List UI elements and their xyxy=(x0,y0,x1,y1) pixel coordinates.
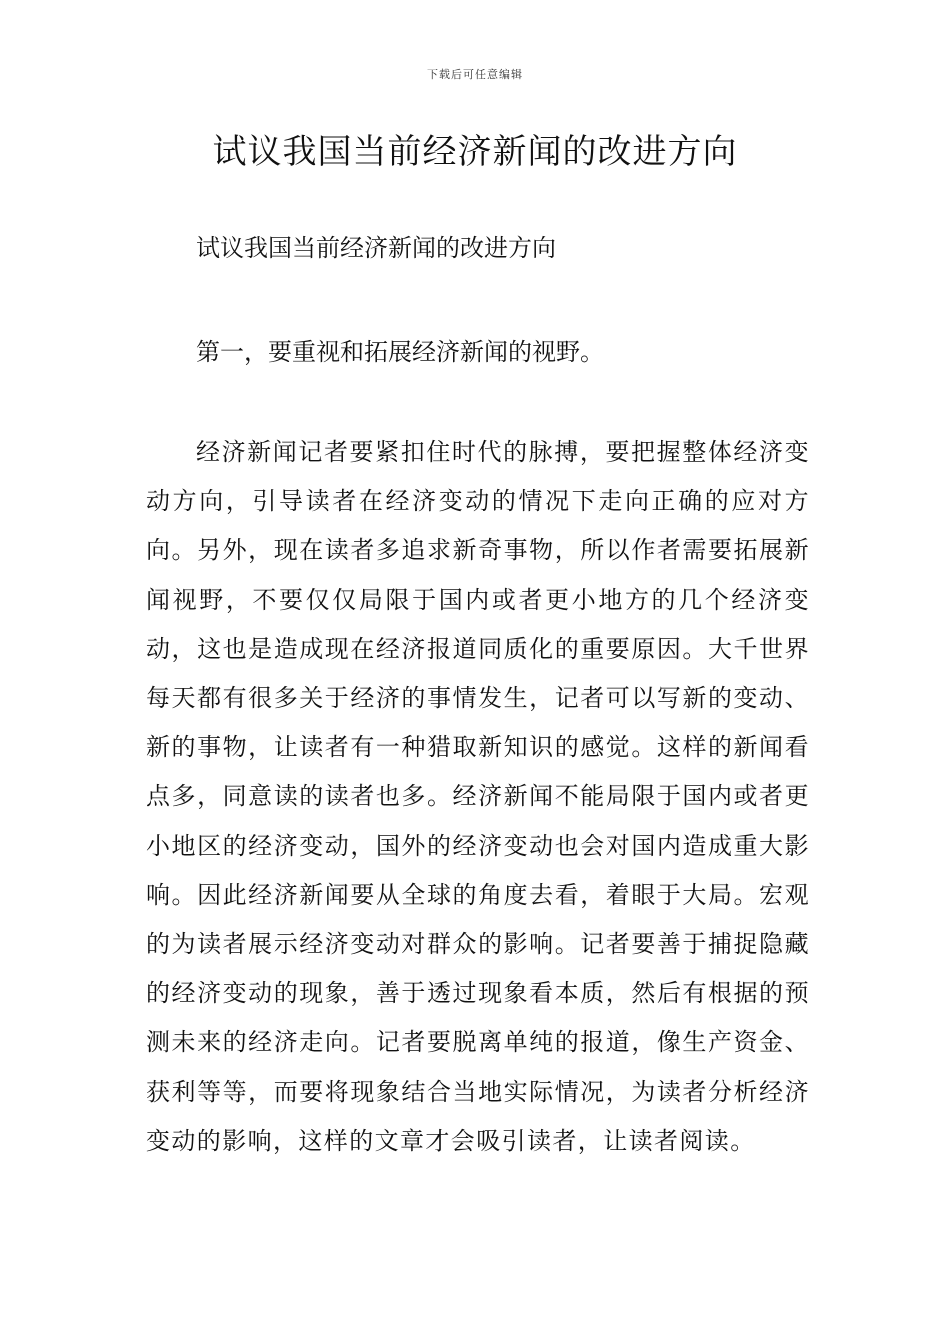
header-note: 下载后可任意编辑 xyxy=(427,68,523,81)
document-subtitle: 试议我国当前经济新闻的改进方向 xyxy=(196,234,556,262)
section-heading: 第一，要重视和拓展经济新闻的视野。 xyxy=(196,338,604,366)
body-paragraph: 经济新闻记者要紧扣住时代的脉搏，要把握整体经济变动方向，引导读者在经济变动的情况下走向正确的应对方向。另外，现在读者多追求新奇事物，所以作者需要拓展新闻视野，不要仅仅局限于国内或者更小地方的几个经济变动，这也是造成现在经济报道同质化的重要原因。大千世界每天都有很多关于经济的事情发生，记者可以写新的变动、新的事物，让读者有一种猎取新知识的感觉。这样的新闻看点多，同意读的读者也多。经济新闻不能局限于国内或者更小地区的经济变动，国外的经济变动也会对国内造成重大影响。因此经济新闻要从全球的角度去看，着眼于大局。宏观的为读者展示经济变动对群众的影响。记者要善于捕捉隐藏的经济变动的现象，善于透过现象看本质，然后有根据的预测未来的经济走向。记者要脱离单纯的报道，像生产资金、获利等等，而要将现象结合当地实际情况，为读者分析经济变动的影响，这样的文章才会吸引读者，让读者阅读。 xyxy=(146,438,810,1155)
document-title: 试议我国当前经济新闻的改进方向 xyxy=(212,132,738,172)
